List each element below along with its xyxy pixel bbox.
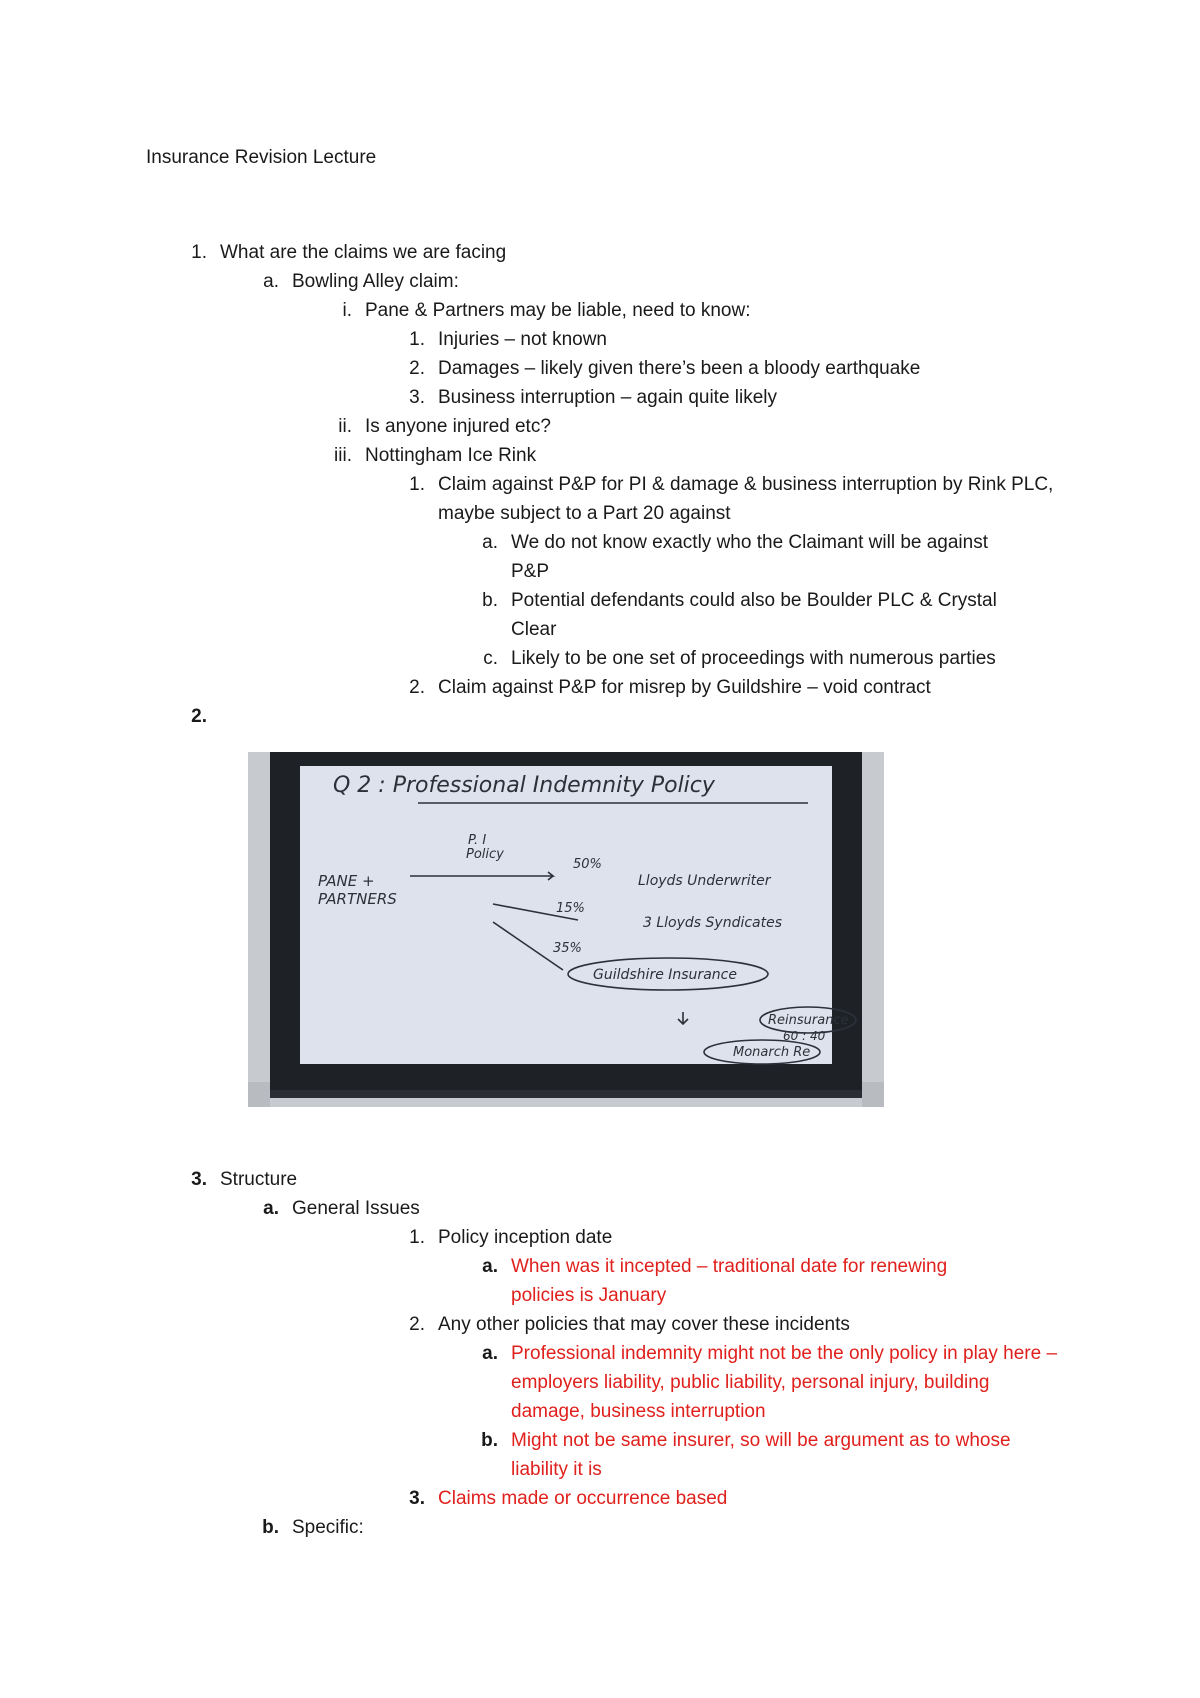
- whiteboard-photo: [248, 752, 884, 1107]
- outline-item: [482, 1252, 1011, 1310]
- outline-item-marker: ii.: [338, 416, 352, 437]
- whiteboard-target-2: 3 Lloyds Syndicates: [643, 915, 783, 931]
- outline-item-text: What are the claims we are facing: [220, 242, 507, 263]
- outline-item-text: Policy inception date: [438, 1227, 613, 1248]
- whiteboard-policy-label-2: Policy: [466, 847, 504, 862]
- outline-item-text: Specific:: [292, 1517, 364, 1538]
- whiteboard-share-3: 35%: [553, 941, 582, 956]
- outline-item-text: When was it incepted – traditional date for renewing policies is January: [511, 1256, 948, 1306]
- outline-item-marker: 2.: [409, 358, 425, 379]
- outline-item: [481, 1426, 1061, 1484]
- outline-item: [263, 267, 459, 296]
- outline-item-text: General Issues: [292, 1198, 420, 1219]
- whiteboard-ratio: 60 : 40: [783, 1029, 826, 1043]
- outline-item-text: Claims made or occurrence based: [438, 1488, 728, 1509]
- whiteboard-left-party-1: PANE +: [318, 872, 375, 890]
- outline-item-marker: a.: [263, 1198, 279, 1219]
- outline-item-marker: b.: [481, 1430, 498, 1451]
- outline-item-marker: 3.: [409, 387, 425, 408]
- outline-item-marker: a.: [263, 271, 279, 292]
- outline-item-text: Is anyone injured etc?: [365, 416, 551, 437]
- outline-item: [262, 1513, 364, 1542]
- whiteboard-reinsurance: Reinsurance: [768, 1013, 849, 1028]
- outline-item-marker: b.: [262, 1517, 279, 1538]
- outline-item-marker: a.: [482, 1343, 498, 1364]
- outline-item: [334, 441, 537, 470]
- outline-item: [342, 296, 751, 325]
- outline-item-text: Bowling Alley claim:: [292, 271, 459, 292]
- whiteboard-target-1: Lloyds Underwriter: [638, 873, 771, 889]
- outline-item-marker: 3.: [409, 1488, 425, 1509]
- outline-item-text: Pane & Partners may be liable, need to know:: [365, 300, 751, 321]
- whiteboard-reinsurer: Monarch Re: [733, 1045, 811, 1060]
- outline-item: [338, 412, 551, 441]
- outline-item: [409, 325, 607, 354]
- outline-item: [191, 1165, 298, 1194]
- whiteboard-target-3: Guildshire Insurance: [593, 967, 737, 983]
- outline-item-text: Business interruption – again quite likely: [438, 387, 778, 408]
- whiteboard-policy-label-1: P. I: [468, 833, 487, 848]
- whiteboard-share-1: 50%: [573, 857, 602, 872]
- outline-item: [482, 528, 1031, 586]
- whiteboard-share-2: 15%: [556, 901, 585, 916]
- outline-item-text: Might not be same insurer, so will be argument as to whose liability it is: [511, 1430, 1011, 1480]
- outline-item-text: Structure: [220, 1169, 298, 1190]
- outline-item-marker: 3.: [191, 1169, 207, 1190]
- outline-item: [191, 238, 507, 267]
- outline-item-marker: 1.: [409, 1227, 425, 1248]
- outline-item-text: Nottingham Ice Rink: [365, 445, 537, 466]
- outline-item-text: Claim against P&P for PI & damage & business interruption by Rink PLC, maybe subject to a Part 20 against: [438, 474, 1054, 524]
- outline-item-text: Professional indemnity might not be the only policy in play here – employers liability, public liability, personal injury, building damage, business interruption: [511, 1343, 1058, 1422]
- outline-item: [409, 673, 931, 702]
- outline-item-marker: i.: [342, 300, 352, 321]
- outline-item-marker: 1.: [409, 329, 425, 350]
- outline-item-marker: 2.: [409, 677, 425, 698]
- outline-item-text: Any other policies that may cover these incidents: [438, 1314, 850, 1335]
- outline-item-marker: a.: [482, 532, 498, 553]
- document-title: Insurance Revision Lecture: [146, 147, 377, 168]
- outline-item-marker: 2.: [409, 1314, 425, 1335]
- outline-item: [409, 383, 778, 412]
- outline-item: [409, 1310, 850, 1339]
- outline-item: [483, 644, 996, 673]
- outline-item: [409, 1484, 728, 1513]
- outline-item-text: We do not know exactly who the Claimant will be against P&P: [511, 532, 989, 582]
- outline-item-text: Likely to be one set of proceedings with numerous parties: [511, 648, 996, 669]
- outline-item-marker: 1.: [409, 474, 425, 495]
- outline-item-marker: c.: [483, 648, 498, 669]
- outline-item-text: Damages – likely given there’s been a bloody earthquake: [438, 358, 921, 379]
- outline-item-marker: iii.: [334, 445, 352, 466]
- outline-item: [482, 586, 1031, 644]
- outline-item-text: Injuries – not known: [438, 329, 607, 350]
- outline-item-marker: 2.: [191, 706, 207, 727]
- outline-item-text: Potential defendants could also be Boulder PLC & Crystal Clear: [511, 590, 997, 640]
- whiteboard-left-party-2: PARTNERS: [318, 890, 397, 908]
- whiteboard-drawing: [248, 752, 884, 1107]
- outline-item: [482, 1339, 1061, 1426]
- outline-item: [409, 354, 921, 383]
- outline-item-text: Claim against P&P for misrep by Guildshire – void contract: [438, 677, 931, 698]
- outline-item-marker: b.: [482, 590, 498, 611]
- outline-item-marker: 1.: [191, 242, 207, 263]
- outline-item: [409, 1223, 613, 1252]
- outline-item: [409, 470, 1058, 528]
- outline-item-marker: a.: [482, 1256, 498, 1277]
- whiteboard-heading: Q 2 : Professional Indemnity Policy: [333, 773, 715, 798]
- outline-item: [263, 1194, 420, 1223]
